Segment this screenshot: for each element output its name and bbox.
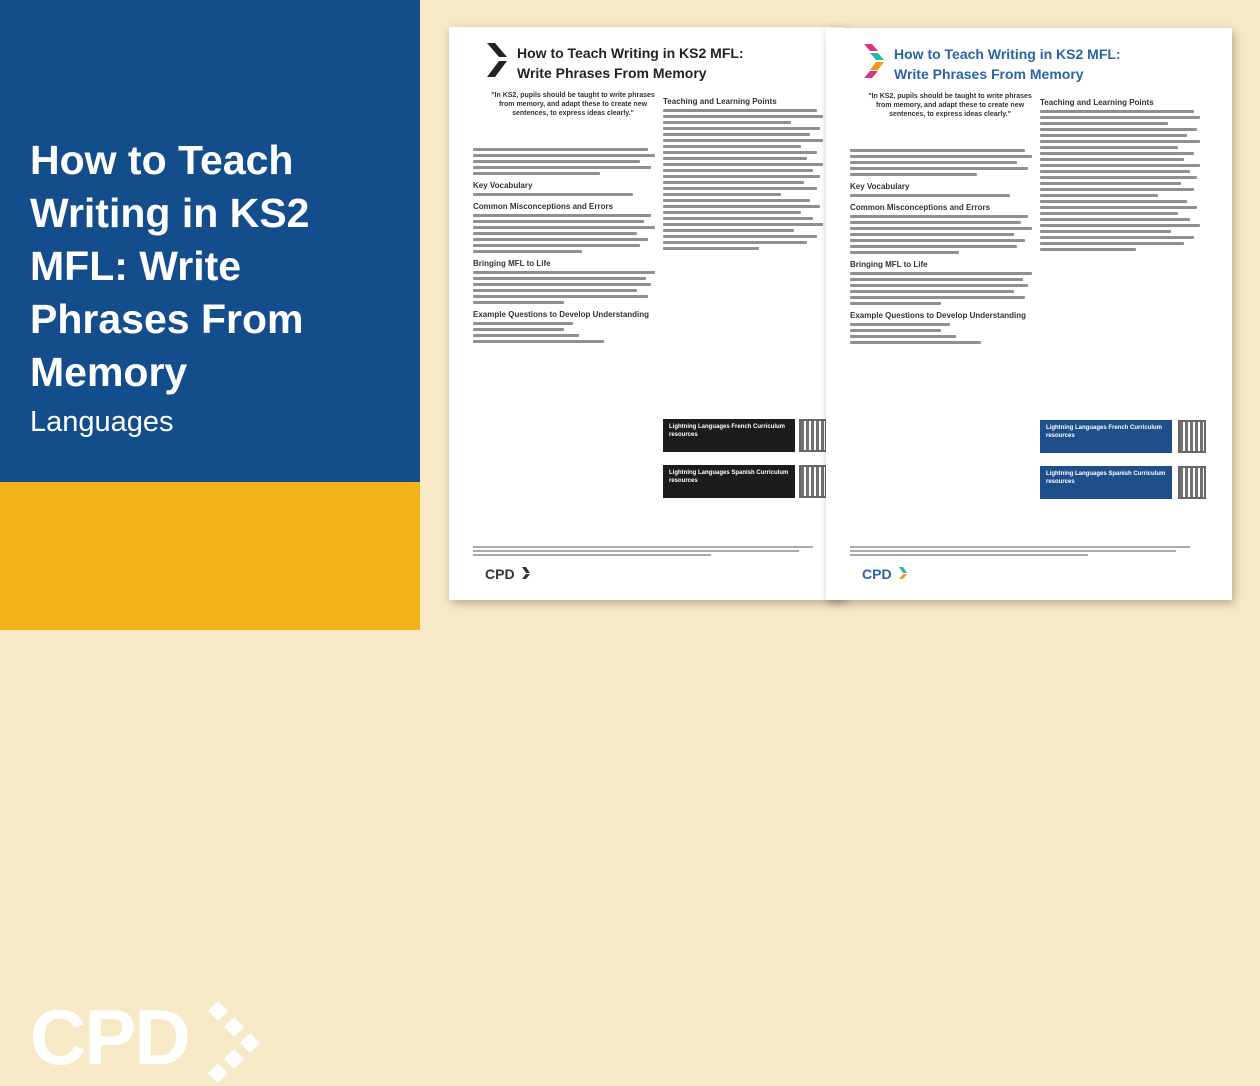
sheet-title-line: Write Phrases From Memory xyxy=(894,66,1084,82)
body-text-lines xyxy=(473,214,655,253)
body-text-lines xyxy=(473,271,655,304)
heading-questions: Example Questions to Develop Understanding xyxy=(850,311,1027,320)
sheet-title xyxy=(517,43,817,83)
document-preview-color xyxy=(826,28,1232,600)
cpd-chevron-small-icon xyxy=(521,566,531,580)
sheet-title-line: How to Teach Writing in KS2 MFL: xyxy=(894,46,1121,62)
heading-misconceptions: Common Misconceptions and Errors xyxy=(850,203,991,212)
subject-label: Languages xyxy=(30,406,174,438)
chevron-logo-icon xyxy=(485,41,509,79)
body-text-lines xyxy=(663,109,823,250)
sheet-title-line: Write Phrases From Memory xyxy=(517,65,707,81)
heading-vocab: Key Vocabulary xyxy=(850,182,910,191)
sheet-quote: "In KS2, pupils should be taught to write phrases from memory, and adapt these to create new sentences, to express ideas clearly." xyxy=(491,92,655,117)
sheet-title-line: How to Teach Writing in KS2 MFL: xyxy=(517,45,744,61)
document-preview-mono xyxy=(449,27,845,600)
heading-life: Bringing MFL to Life xyxy=(473,259,551,268)
cpd-chevron-small-icon xyxy=(898,566,908,580)
sheet-title xyxy=(894,44,1194,84)
resource-spanish-box: Lightning Languages Spanish Curriculum resources xyxy=(1040,466,1172,499)
qr-code-icon xyxy=(799,419,827,452)
qr-code-icon xyxy=(1178,466,1206,499)
sheet-right-column xyxy=(1040,92,1200,254)
brand-block xyxy=(0,482,420,1081)
chevron-logo-icon xyxy=(862,42,886,80)
resource-french-box: Lightning Languages French Curriculum resources xyxy=(663,419,795,452)
heading-life: Bringing MFL to Life xyxy=(850,260,928,269)
cpd-chevron-icon xyxy=(205,998,275,1086)
heading-points: Teaching and Learning Points xyxy=(663,97,777,106)
heading-vocab: Key Vocabulary xyxy=(473,181,533,190)
heading-misconceptions: Common Misconceptions and Errors xyxy=(473,202,614,211)
cover-panel xyxy=(0,0,420,1081)
qr-code-icon xyxy=(1178,420,1206,453)
body-text-lines xyxy=(850,215,1032,254)
body-text-lines xyxy=(850,272,1032,305)
heading-questions: Example Questions to Develop Understanding xyxy=(473,310,650,319)
body-text-lines xyxy=(473,148,655,175)
sheet-left-column xyxy=(473,145,655,346)
cpd-logo-text: CPD xyxy=(30,993,189,1081)
sheet-left-column xyxy=(850,146,1032,347)
qr-code-icon xyxy=(799,465,827,498)
sheet-right-column xyxy=(663,91,823,253)
footer-text-lines xyxy=(850,544,1190,558)
heading-points: Teaching and Learning Points xyxy=(1040,98,1154,107)
sheet-quote: "In KS2, pupils should be taught to write phrases from memory, and adapt these to create new sentences, to express ideas clearly." xyxy=(868,93,1032,118)
body-text-lines xyxy=(850,323,1032,344)
body-text-lines xyxy=(1040,110,1200,251)
resource-french-box: Lightning Languages French Curriculum resources xyxy=(1040,420,1172,453)
body-text-lines xyxy=(850,194,1032,197)
sheet-cpd-logo: CPD xyxy=(485,566,515,582)
resource-spanish-box: Lightning Languages Spanish Curriculum resources xyxy=(663,465,795,498)
footer-text-lines xyxy=(473,544,813,558)
page-title: How to Teach Writing in KS2 MFL: Write Phrases From Memory xyxy=(30,137,310,395)
body-text-lines xyxy=(850,149,1032,176)
body-text-lines xyxy=(473,193,655,196)
title-block xyxy=(0,0,420,482)
body-text-lines xyxy=(473,322,655,343)
sheet-cpd-logo: CPD xyxy=(862,566,892,582)
